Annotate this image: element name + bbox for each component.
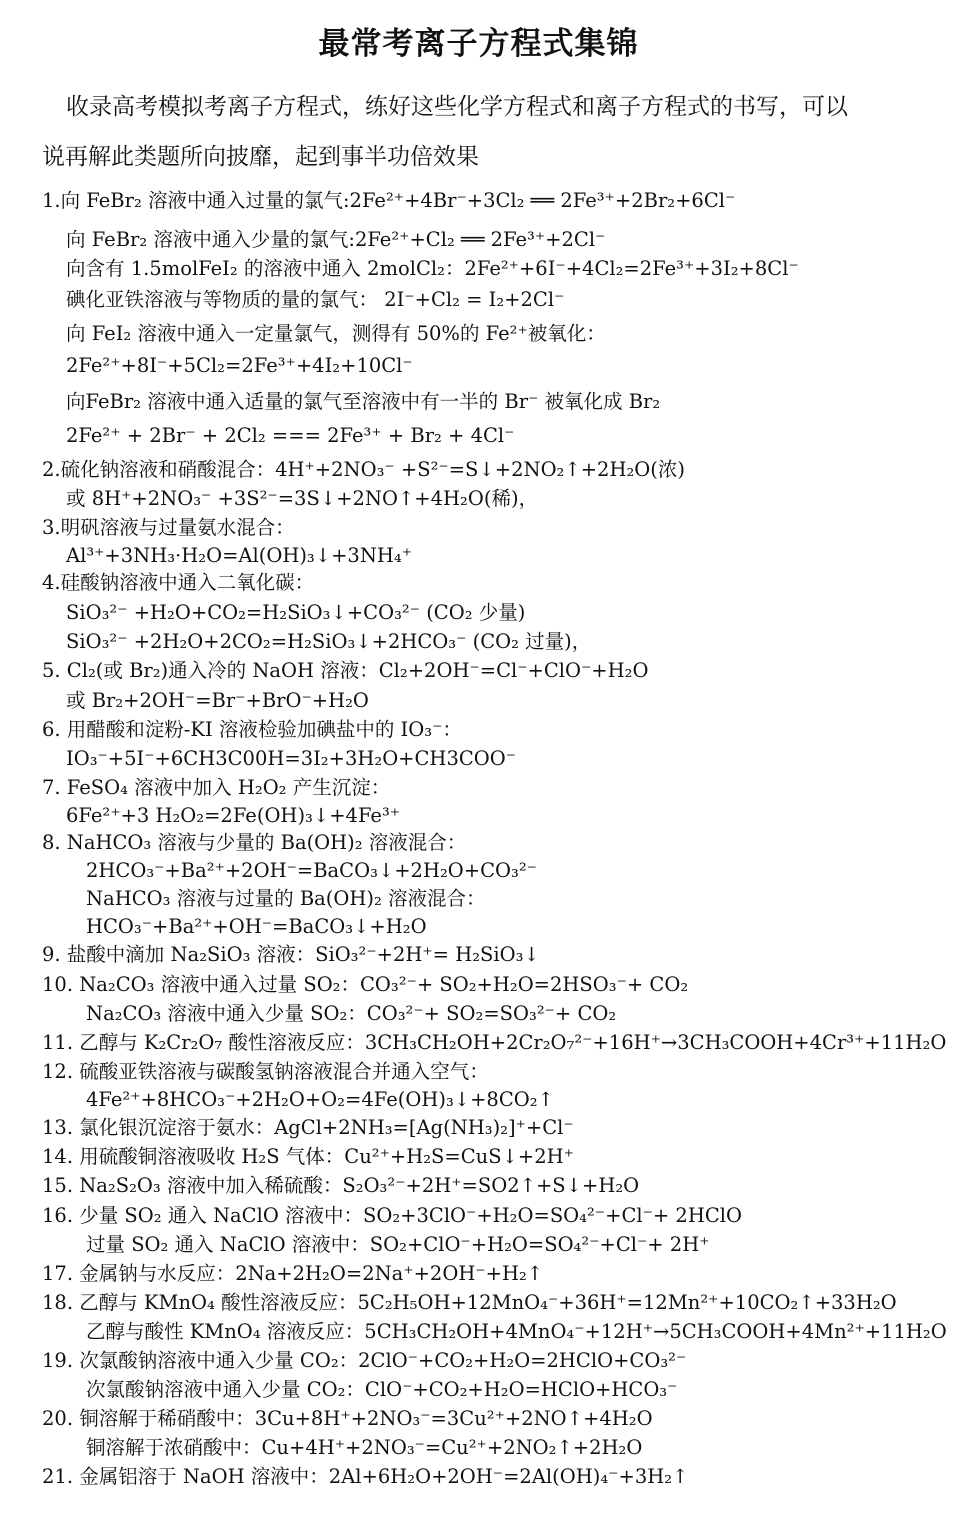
equation-line: 19. 次氯酸钠溶液中通入少量 CO₂：2ClO⁻+CO₂+H₂O=2HClO+CO₃²⁻ — [42, 1349, 687, 1372]
equation-line: 14. 用硫酸铜溶液吸收 H₂S 气体：Cu²⁺+H₂S=CuS↓+2H⁺ — [42, 1145, 574, 1168]
equation-line: 2.硫化钠溶液和硝酸混合：4H⁺+2NO₃⁻ +S²⁻=S↓+2NO₂↑+2H₂O(浓) — [42, 458, 685, 481]
equation-line: 次氯酸钠溶液中通入少量 CO₂：ClO⁻+CO₂+H₂O=HClO+HCO₃⁻ — [86, 1378, 678, 1401]
equation-line: 或 Br₂+2OH⁻=Br⁻+BrO⁻+H₂O — [66, 689, 369, 712]
equation-line: 2Fe²⁺+8I⁻+5Cl₂=2Fe³⁺+4I₂+10Cl⁻ — [66, 354, 413, 377]
equation-line: 铜溶解于浓硝酸中：Cu+4H⁺+2NO₃⁻=Cu²⁺+2NO₂↑+2H₂O — [86, 1436, 643, 1459]
intro-line-2: 说再解此类题所向披靡，起到事半功倍效果 — [42, 144, 479, 170]
equation-line: 21. 金属铝溶于 NaOH 溶液中：2Al+6H₂O+2OH⁻=2Al(OH)₄⁻+3H₂↑ — [42, 1465, 689, 1488]
page-title: 最常考离子方程式集锦 — [318, 26, 639, 62]
equation-line: 11. 乙醇与 K₂Cr₂O₇ 酸性溶液反应：3CH₃CH₂OH+2Cr₂O₇²⁻+16H⁺→3CH₃COOH+4Cr³⁺+11H₂O — [42, 1031, 947, 1054]
equation-line: 3.明矾溶液与过量氨水混合： — [42, 516, 295, 539]
intro-line-1: 收录高考模拟考离子方程式，练好这些化学方程式和离子方程式的书写，可以 — [66, 94, 848, 120]
equation-line: Al³⁺+3NH₃·H₂O=Al(OH)₃↓+3NH₄⁺ — [66, 544, 413, 567]
equation-line: 向 FeBr₂ 溶液中通入少量的氯气:2Fe²⁺+Cl₂ ══ 2Fe³⁺+2Cl⁻ — [66, 228, 606, 251]
equation-line: 向FeBr₂ 溶液中通入适量的氯气至溶液中有一半的 Br⁻ 被氧化成 Br₂ — [66, 390, 661, 413]
equation-line: 向 FeI₂ 溶液中通入一定量氯气，测得有 50%的 Fe²⁺被氧化： — [66, 322, 606, 345]
equation-line: 6. 用醋酸和淀粉-KI 溶液检验加碘盐中的 IO₃⁻： — [42, 718, 462, 741]
equation-line: 20. 铜溶解于稀硝酸中：3Cu+8H⁺+2NO₃⁻=3Cu²⁺+2NO↑+4H₂O — [42, 1407, 653, 1430]
equation-line: 10. Na₂CO₃ 溶液中通入过量 SO₂：CO₃²⁻+ SO₂+H₂O=2HSO₃⁻+ CO₂ — [42, 973, 689, 996]
equation-line: 4Fe²⁺+8HCO₃⁻+2H₂O+O₂=4Fe(OH)₃↓+8CO₂↑ — [86, 1088, 554, 1111]
equation-line: 13. 氯化银沉淀溶于氨水：AgCl+2NH₃=[Ag(NH₃)₂]⁺+Cl⁻ — [42, 1116, 574, 1139]
equation-line: 18. 乙醇与 KMnO₄ 酸性溶液反应：5C₂H₅OH+12MnO₄⁻+36H⁺=12Mn²⁺+10CO₂↑+33H₂O — [42, 1291, 897, 1314]
equation-line: SiO₃²⁻ +2H₂O+2CO₂=H₂SiO₃↓+2HCO₃⁻ (CO₂ 过量)， — [66, 630, 592, 653]
equation-line: 9. 盐酸中滴加 Na₂SiO₃ 溶液：SiO₃²⁻+2H⁺= H₂SiO₃↓ — [42, 943, 540, 966]
equation-line: 碘化亚铁溶液与等物质的量的氯气： 2I⁻+Cl₂ = I₂+2Cl⁻ — [66, 288, 565, 311]
equation-line: 8. NaHCO₃ 溶液与少量的 Ba(OH)₂ 溶液混合： — [42, 831, 467, 854]
equation-line: 过量 SO₂ 通入 NaClO 溶液中：SO₂+ClO⁻+H₂O=SO₄²⁻+Cl⁻+ 2H⁺ — [86, 1233, 710, 1256]
equation-line: 5. Cl₂(或 Br₂)通入冷的 NaOH 溶液：Cl₂+2OH⁻=Cl⁻+ClO⁻+H₂O — [42, 659, 649, 682]
equation-line: SiO₃²⁻ +H₂O+CO₂=H₂SiO₃↓+CO₃²⁻ (CO₂ 少量) — [66, 601, 526, 624]
equation-line: Na₂CO₃ 溶液中通入少量 SO₂：CO₃²⁻+ SO₂=SO₃²⁻+ CO₂ — [86, 1002, 617, 1025]
equation-line: 2HCO₃⁻+Ba²⁺+2OH⁻=BaCO₃↓+2H₂O+CO₃²⁻ — [86, 859, 537, 882]
equation-line: 或 8H⁺+2NO₃⁻ +3S²⁻=3S↓+2NO↑+4H₂O(稀)， — [66, 487, 539, 510]
equation-line: 12. 硫酸亚铁溶液与碳酸氢钠溶液混合并通入空气： — [42, 1060, 489, 1083]
equation-line: NaHCO₃ 溶液与过量的 Ba(OH)₂ 溶液混合： — [86, 887, 486, 910]
equation-line: 17. 金属钠与水反应：2Na+2H₂O=2Na⁺+2OH⁻+H₂↑ — [42, 1262, 544, 1285]
equation-line: 向含有 1.5molFeI₂ 的溶液中通入 2molCl₂：2Fe²⁺+6I⁻+4Cl₂=2Fe³⁺+3I₂+8Cl⁻ — [66, 257, 799, 280]
equation-line: 2Fe²⁺ + 2Br⁻ + 2Cl₂ === 2Fe³⁺ + Br₂ + 4Cl⁻ — [66, 424, 515, 447]
equation-line: 4.硅酸钠溶液中通入二氧化碳： — [42, 571, 315, 594]
equation-line: 7. FeSO₄ 溶液中加入 H₂O₂ 产生沉淀： — [42, 776, 391, 799]
equation-line: 15. Na₂S₂O₃ 溶液中加入稀硫酸：S₂O₃²⁻+2H⁺=SO2↑+S↓+H₂O — [42, 1174, 640, 1197]
equation-line: IO₃⁻+5I⁻+6CH3C00H=3I₂+3H₂O+CH3COO⁻ — [66, 747, 517, 770]
equation-line: 16. 少量 SO₂ 通入 NaClO 溶液中：SO₂+3ClO⁻+H₂O=SO₄²⁻+Cl⁻+ 2HClO — [42, 1204, 742, 1227]
equation-line: 6Fe²⁺+3 H₂O₂=2Fe(OH)₃↓+4Fe³⁺ — [66, 804, 401, 827]
equation-line: 1.向 FeBr₂ 溶液中通入过量的氯气:2Fe²⁺+4Br⁻+3Cl₂ ══ 2Fe³⁺+2Br₂+6Cl⁻ — [42, 189, 736, 212]
equation-line: HCO₃⁻+Ba²⁺+OH⁻=BaCO₃↓+H₂O — [86, 915, 427, 938]
equation-line: 乙醇与酸性 KMnO₄ 溶液反应：5CH₃CH₂OH+4MnO₄⁻+12H⁺→5CH₃COOH+4Mn²⁺+11H₂O — [86, 1320, 947, 1343]
